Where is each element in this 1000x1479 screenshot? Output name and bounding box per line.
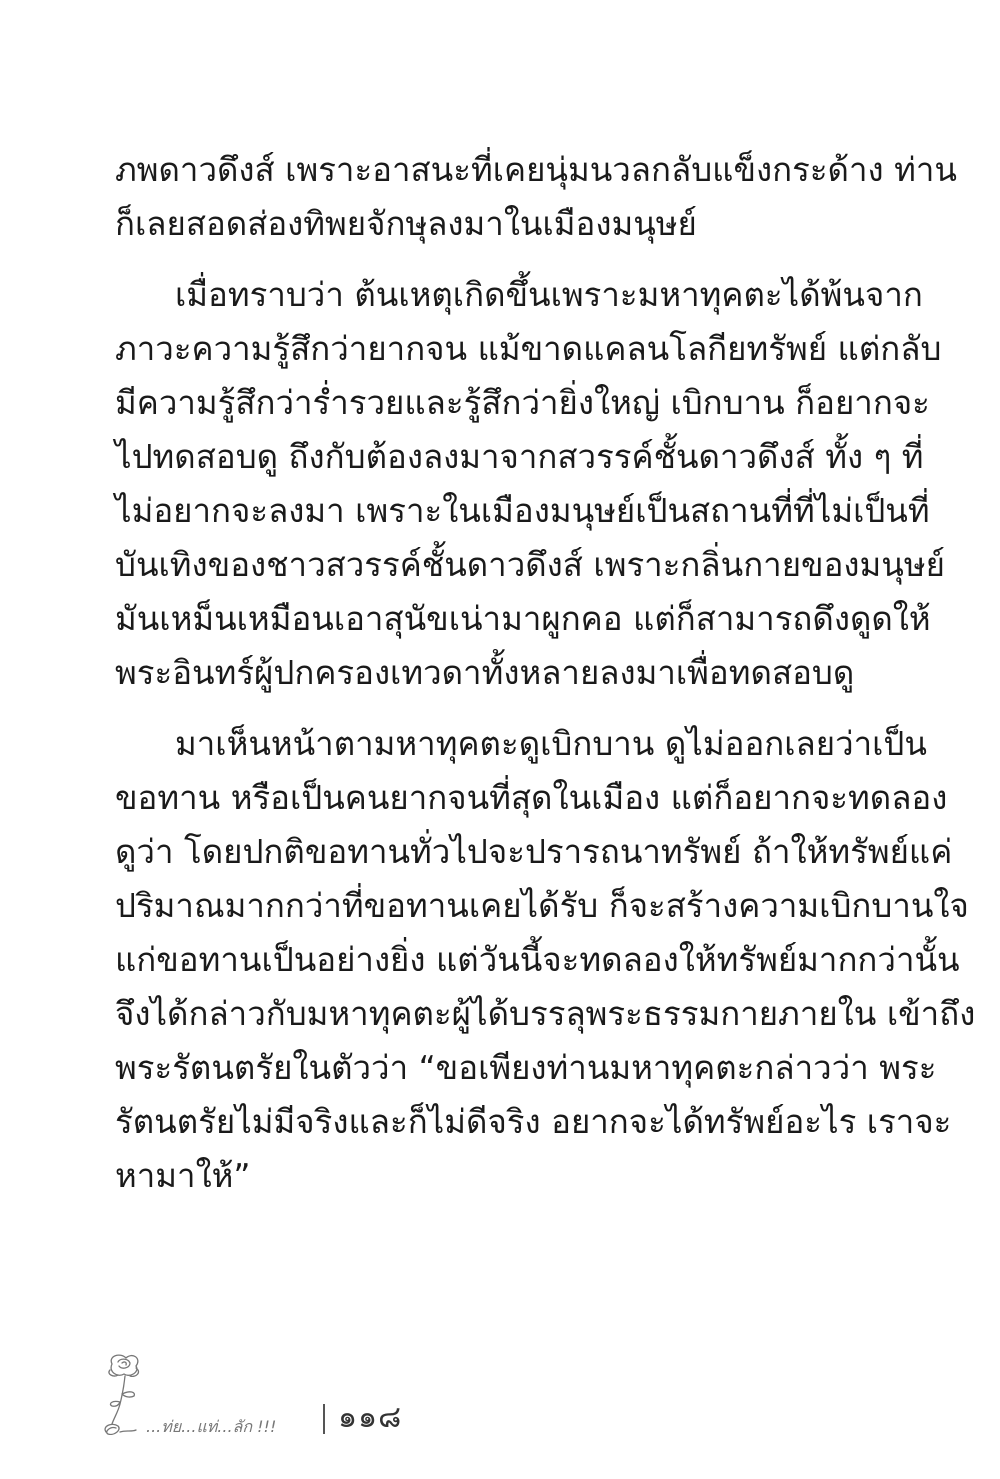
text-line: ภาวะความรู้สึกว่ายากจน แม้ขาดแคลนโลกียทรัพย์ แต่กลับ [115,329,942,368]
text-line: พระอินทร์ผู้ปกครองเทวดาทั้งหลายลงมาเพื่อทดสอบดู [115,653,855,692]
paragraph-1 [115,143,957,251]
text-line: ไม่อยากจะลงมา เพราะในเมืองมนุษย์เป็นสถานที่ที่ไม่เป็นที่ [115,491,930,530]
text-line: ขอทาน หรือเป็นคนยากจนที่สุดในเมือง แต่ก็อยากจะทดลอง [115,778,948,817]
footer-divider [323,1404,325,1434]
text-line: ก็เลยสอดส่องทิพยจักษุลงมาในเมืองมนุษย์ [115,204,697,243]
text-line: มีความรู้สึกว่าร่ำรวยและรู้สึกว่ายิ่งใหญ่ เบิกบาน ก็อยากจะ [115,383,930,422]
text-line: มันเหม็นเหมือนเอาสุนัขเน่ามาผูกคอ แต่ก็สามารถดึงดูดให้ [115,599,931,638]
text-line: รัตนตรัยไม่มีจริงและก็ไม่ดีจริง อยากจะได้ทรัพย์อะไร เราจะ [115,1102,952,1141]
rose-icon [100,1350,330,1440]
text-line: ไปทดสอบดู ถึงกับต้องลงมาจากสวรรค์ชั้นดาวดึงส์ ทั้ง ๆ ที่ [115,437,924,476]
text-line: แก่ขอทานเป็นอย่างยิ่ง แต่วันนี้จะทดลองให้ทรัพย์มากกว่านั้น [115,940,960,979]
text-line: ดูว่า โดยปกติขอทานทั่วไปจะปรารถนาทรัพย์ ถ้าให้ทรัพย์แค่ [115,832,953,871]
page-footer [100,1350,860,1440]
logo-text: ...ท่ย...แท่...ลัก !!! [146,1417,277,1436]
rose-logo [100,1350,330,1440]
text-line: ปริมาณมากกว่าที่ขอทานเคยได้รับ ก็จะสร้างความเบิกบานใจ [115,886,969,925]
paragraph-2 [115,268,945,700]
paragraph-3 [115,717,976,1203]
text-line: ภพดาวดึงส์ เพราะอาสนะที่เคยนุ่มนวลกลับแข็งกระด้าง ท่าน [115,150,957,189]
body-text [115,143,976,1203]
text-line: หามาให้” [115,1156,251,1195]
text-line: บันเทิงของชาวสวรรค์ชั้นดาวดึงส์ เพราะกลิ่นกายของมนุษย์ [115,545,945,584]
page-number: ๑๑๘ [338,1400,403,1435]
text-line: เมื่อทราบว่า ต้นเหตุเกิดขึ้นเพราะมหาทุคตะได้พ้นจาก [175,275,923,314]
text-line: พระรัตนตรัยในตัวว่า “ขอเพียงท่านมหาทุคตะกล่าวว่า พระ [115,1048,937,1087]
text-line: มาเห็นหน้าตามหาทุคตะดูเบิกบาน ดูไม่ออกเลยว่าเป็น [175,724,927,763]
text-line: จึงได้กล่าวกับมหาทุคตะผู้ได้บรรลุพระธรรมกายภายใน เข้าถึง [115,994,976,1033]
